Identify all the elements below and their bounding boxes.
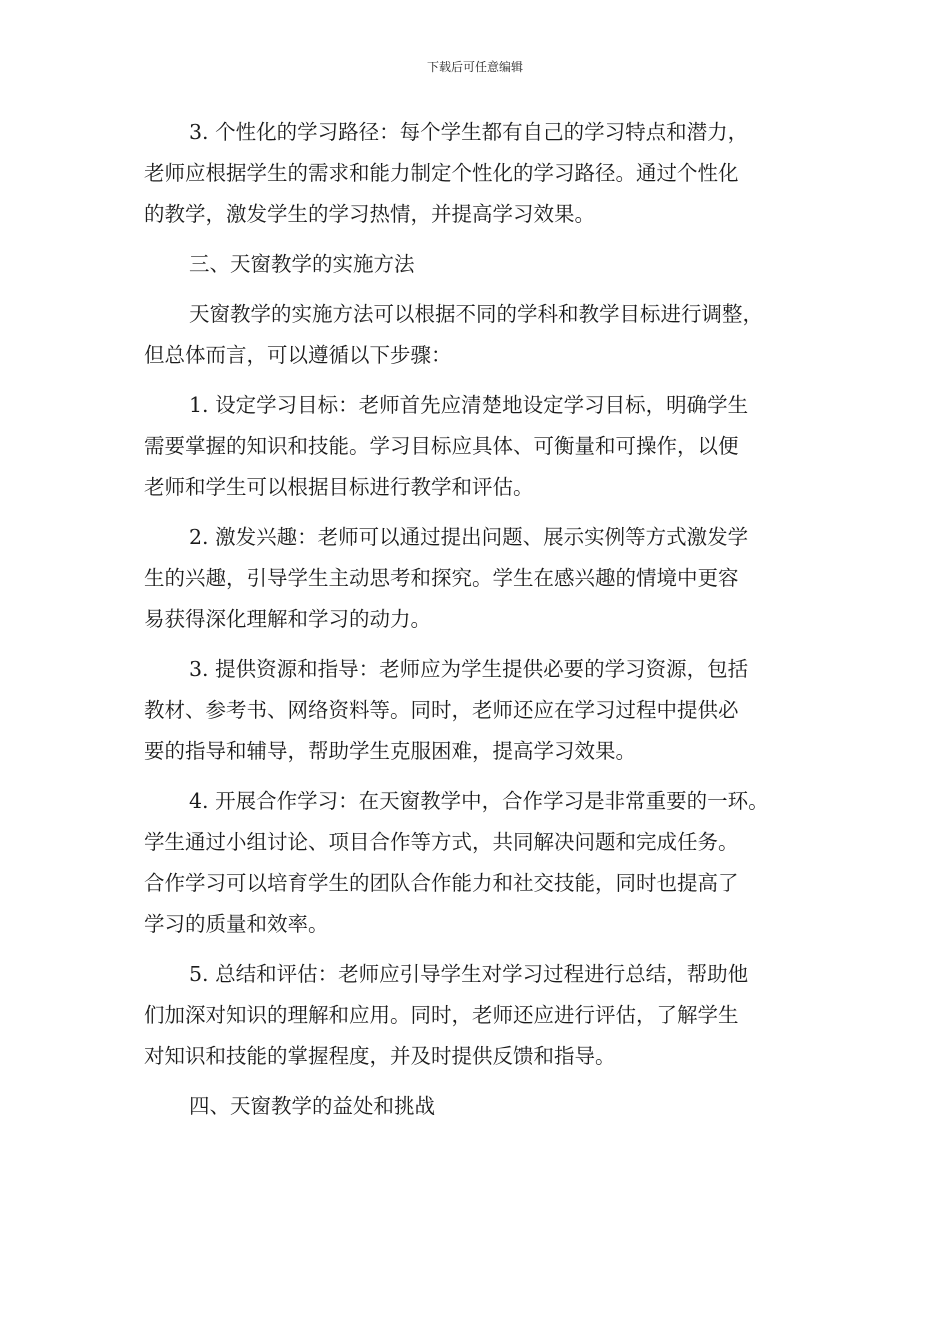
text-line: 2. 激发兴趣：老师可以通过提出问题、展示实例等方式激发学: [189, 525, 749, 549]
text-line: 对知识和技能的掌握程度，并及时提供反馈和指导。: [144, 1044, 616, 1068]
text-line: 们加深对知识的理解和应用。同时，老师还应进行评估，了解学生: [144, 1003, 739, 1027]
text-line: 3. 个性化的学习路径：每个学生都有自己的学习特点和潜力，: [189, 120, 749, 144]
text-line: 4. 开展合作学习：在天窗教学中，合作学习是非常重要的一环。: [189, 789, 769, 813]
text-line: 老师应根据学生的需求和能力制定个性化的学习路径。通过个性化: [144, 161, 739, 185]
section-heading-implementation: 三、天窗教学的实施方法: [189, 252, 415, 276]
text-line: 易获得深化理解和学习的动力。: [144, 607, 431, 631]
paragraph-step-set-goals: [144, 385, 814, 508]
text-line: 5. 总结和评估：老师应引导学生对学习过程进行总结，帮助他: [189, 962, 749, 986]
paragraph-personalized-path: [144, 112, 814, 235]
text-line: 需要掌握的知识和技能。学习目标应具体、可衡量和可操作，以便: [144, 434, 739, 458]
text-line: 教材、参考书、网络资料等。同时，老师还应在学习过程中提供必: [144, 698, 739, 722]
text-line: 学生通过小组讨论、项目合作等方式，共同解决问题和完成任务。: [144, 830, 739, 854]
text-line: 学习的质量和效率。: [144, 912, 329, 936]
text-line: 1. 设定学习目标：老师首先应清楚地设定学习目标，明确学生: [189, 393, 749, 417]
text-line: 的教学，激发学生的学习热情，并提高学习效果。: [144, 202, 595, 226]
page-header-note: 下载后可任意编辑: [426, 60, 523, 74]
paragraph-implementation-intro: [144, 294, 814, 376]
paragraph-step-cooperative-learning: [144, 781, 814, 945]
text-line: 老师和学生可以根据目标进行教学和评估。: [144, 475, 534, 499]
document-body: [144, 112, 814, 1136]
text-line: 但总体而言，可以遵循以下步骤：: [144, 343, 452, 367]
text-line: 要的指导和辅导，帮助学生克服困难，提高学习效果。: [144, 739, 636, 763]
text-line: 生的兴趣，引导学生主动思考和探究。学生在感兴趣的情境中更容: [144, 566, 739, 590]
section-heading-benefits-challenges: 四、天窗教学的益处和挑战: [189, 1094, 435, 1118]
paragraph-step-summarize-evaluate: [144, 954, 814, 1077]
text-line: 天窗教学的实施方法可以根据不同的学科和教学目标进行调整，: [189, 302, 763, 326]
paragraph-step-provide-resources: [144, 649, 814, 772]
text-line: 合作学习可以培育学生的团队合作能力和社交技能，同时也提高了: [144, 871, 739, 895]
text-line: 3. 提供资源和指导：老师应为学生提供必要的学习资源，包括: [189, 657, 749, 681]
paragraph-step-stimulate-interest: [144, 517, 814, 640]
